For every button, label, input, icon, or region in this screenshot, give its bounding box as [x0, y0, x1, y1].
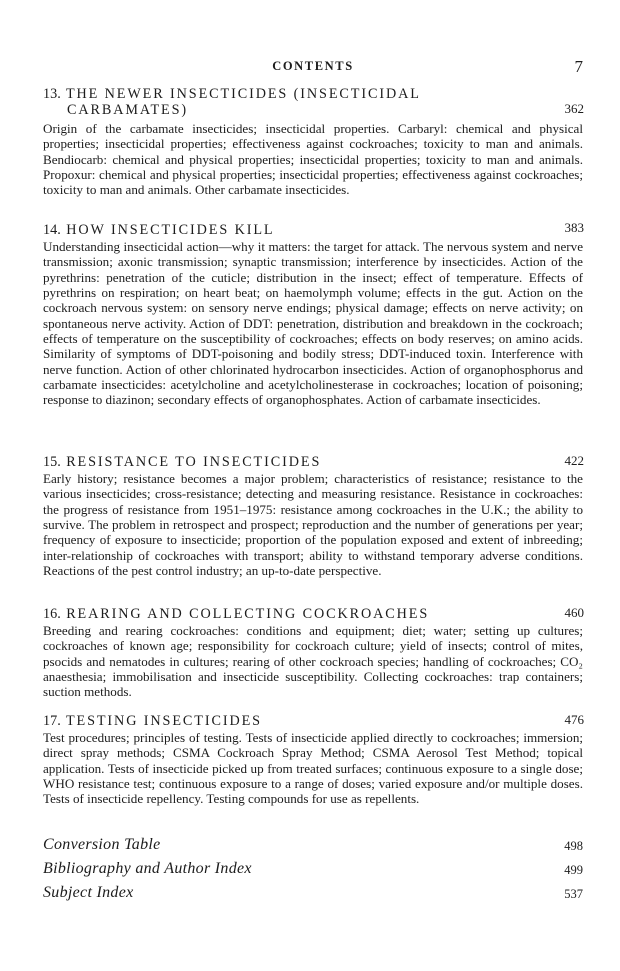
back-matter-title: Bibliography and Author Index	[43, 860, 252, 877]
back-matter-bibliography	[43, 860, 583, 883]
chapter-title: REARING AND COLLECTING COCKROACHES	[66, 606, 430, 622]
chapter-summary: Early history; resistance becomes a major problem; characteristics of resistance; resistance to the various insecticides; cross-resistance; detecting and measuring resistance. Resistance in cockroaches: the progress of resistance from 1951–1975: resistance among cockroaches in the U.K.; the ability to survive. The problem in retrospect and prospect; reproduction and the number of generations per year; frequency of exposure to insecticide; proportion of the population exposed and extent of inbreeding; inter-relationship of cockroaches with transport; ability to withstand temporary adverse conditions. Reactions of the pest control industry; an up-to-date perspective.	[43, 471, 583, 579]
chapter-page-number: 476	[564, 712, 584, 727]
back-matter-page-number: 499	[564, 863, 583, 877]
running-title: CONTENTS	[272, 59, 354, 73]
chapter-title: THE NEWER INSECTICIDES (INSECTICIDAL	[65, 86, 421, 102]
chapter-title: HOW INSECTICIDES KILL	[66, 222, 275, 238]
chapter-heading	[43, 606, 583, 622]
chapter-16	[43, 606, 583, 700]
page-number: 7	[574, 57, 583, 76]
chapter-title-continued: CARBAMATES)	[67, 102, 189, 118]
chapter-heading	[43, 86, 583, 118]
back-matter-title: Conversion Table	[43, 836, 161, 853]
chapter-number: 16.	[43, 606, 61, 622]
chapter-page-number: 383	[564, 220, 584, 235]
chapter-summary: Test procedures; principles of testing. Tests of insecticide applied directly to cockroaches; immersion; direct spray methods; CSMA Cockroach Spray Method; CSMA Aerosol Test Method; topical application. Tests of insecticide picked up from treated surfaces; continuous exposure to a single dose; WHO resistance test; continuous exposure to a range of doses; varied exposure and/or multiple doses. Tests of insecticide repellency. Testing compounds for use as repellents.	[43, 730, 583, 807]
chapter-page-number: 460	[564, 605, 584, 620]
chapter-summary: Understanding insecticidal action—why it matters: the target for attack. The nervous system and nerve transmission; axonic transmission; synaptic transmission; interference by insecticides. Action of the pyrethrins: penetration of the cuticle; distribution in the insect; effect of temperature. Effects of pyrethrins on respiration; on heart beat; on haemolymph volume; effects in the gut. Action on the cockroach nervous system: on sensory nerve endings; physical damage; effects on nerve activity; on spontaneous nerve activity. Action of DDT: penetration, distribution and breakdown in the cockroach; effects of temperature on the susceptibility of cockroaches; effects on body reserves; on amino acids. Similarity of symptoms of DDT-poisoning and bodily stress; DDT-induced toxin. Interference with nerve function. Action of other chlorinated hydrocarbon insecticides. Action of organophosphorus and carbamate insecticides: acetylcholine and acetylcholinesterase in cockroaches; location of poisoning; response to diazinon; secondary effects of organophosphates. Action of carbamate insecticides.	[43, 239, 583, 408]
back-matter-page-number: 537	[564, 887, 583, 901]
back-matter-subject-index	[43, 884, 583, 907]
chapter-summary: Breeding and rearing cockroaches: conditions and equipment; diet; water; setting up cultures; cockroaches of known age; responsibility for cockroach culture; yield of insects; control of mites, psocids and nematodes in cultures; rearing of other cockroach species; handling of cockroaches; CO₂ anaesthesia; immobilisation and insecticide susceptibility. Collecting cockroaches: trap containers; suction methods.	[43, 623, 583, 700]
chapter-17	[43, 713, 583, 807]
chapter-page-number: 362	[564, 101, 584, 116]
chapter-summary: Origin of the carbamate insecticides; insecticidal properties. Carbaryl: chemical and physical properties; insecticidal properties; effectiveness against cockroaches; toxicity to man and animals. Bendiocarb: chemical and physical properties; insecticidal properties; toxicity to man and animals. Propoxur: chemical and physical properties; insecticidal properties; effectiveness against cockroaches; toxicity to man and animals. Other carbamate insecticides.	[43, 121, 583, 198]
back-matter-conversion-table	[43, 836, 583, 859]
running-head	[43, 57, 583, 77]
chapter-heading	[43, 713, 583, 729]
chapter-heading	[43, 454, 583, 470]
chapter-title: RESISTANCE TO INSECTICIDES	[66, 454, 322, 470]
chapter-number: 14.	[43, 222, 61, 238]
back-matter-title: Subject Index	[43, 884, 134, 901]
chapter-15	[43, 454, 583, 578]
chapter-heading	[43, 222, 583, 238]
chapter-title: TESTING INSECTICIDES	[65, 713, 262, 729]
chapter-13	[43, 86, 583, 198]
chapter-number: 15.	[43, 454, 61, 470]
chapter-number: 13.	[43, 86, 61, 102]
back-matter-page-number: 498	[564, 839, 583, 853]
chapter-14	[43, 222, 583, 408]
chapter-number: 17.	[43, 713, 61, 729]
chapter-page-number: 422	[564, 453, 584, 468]
